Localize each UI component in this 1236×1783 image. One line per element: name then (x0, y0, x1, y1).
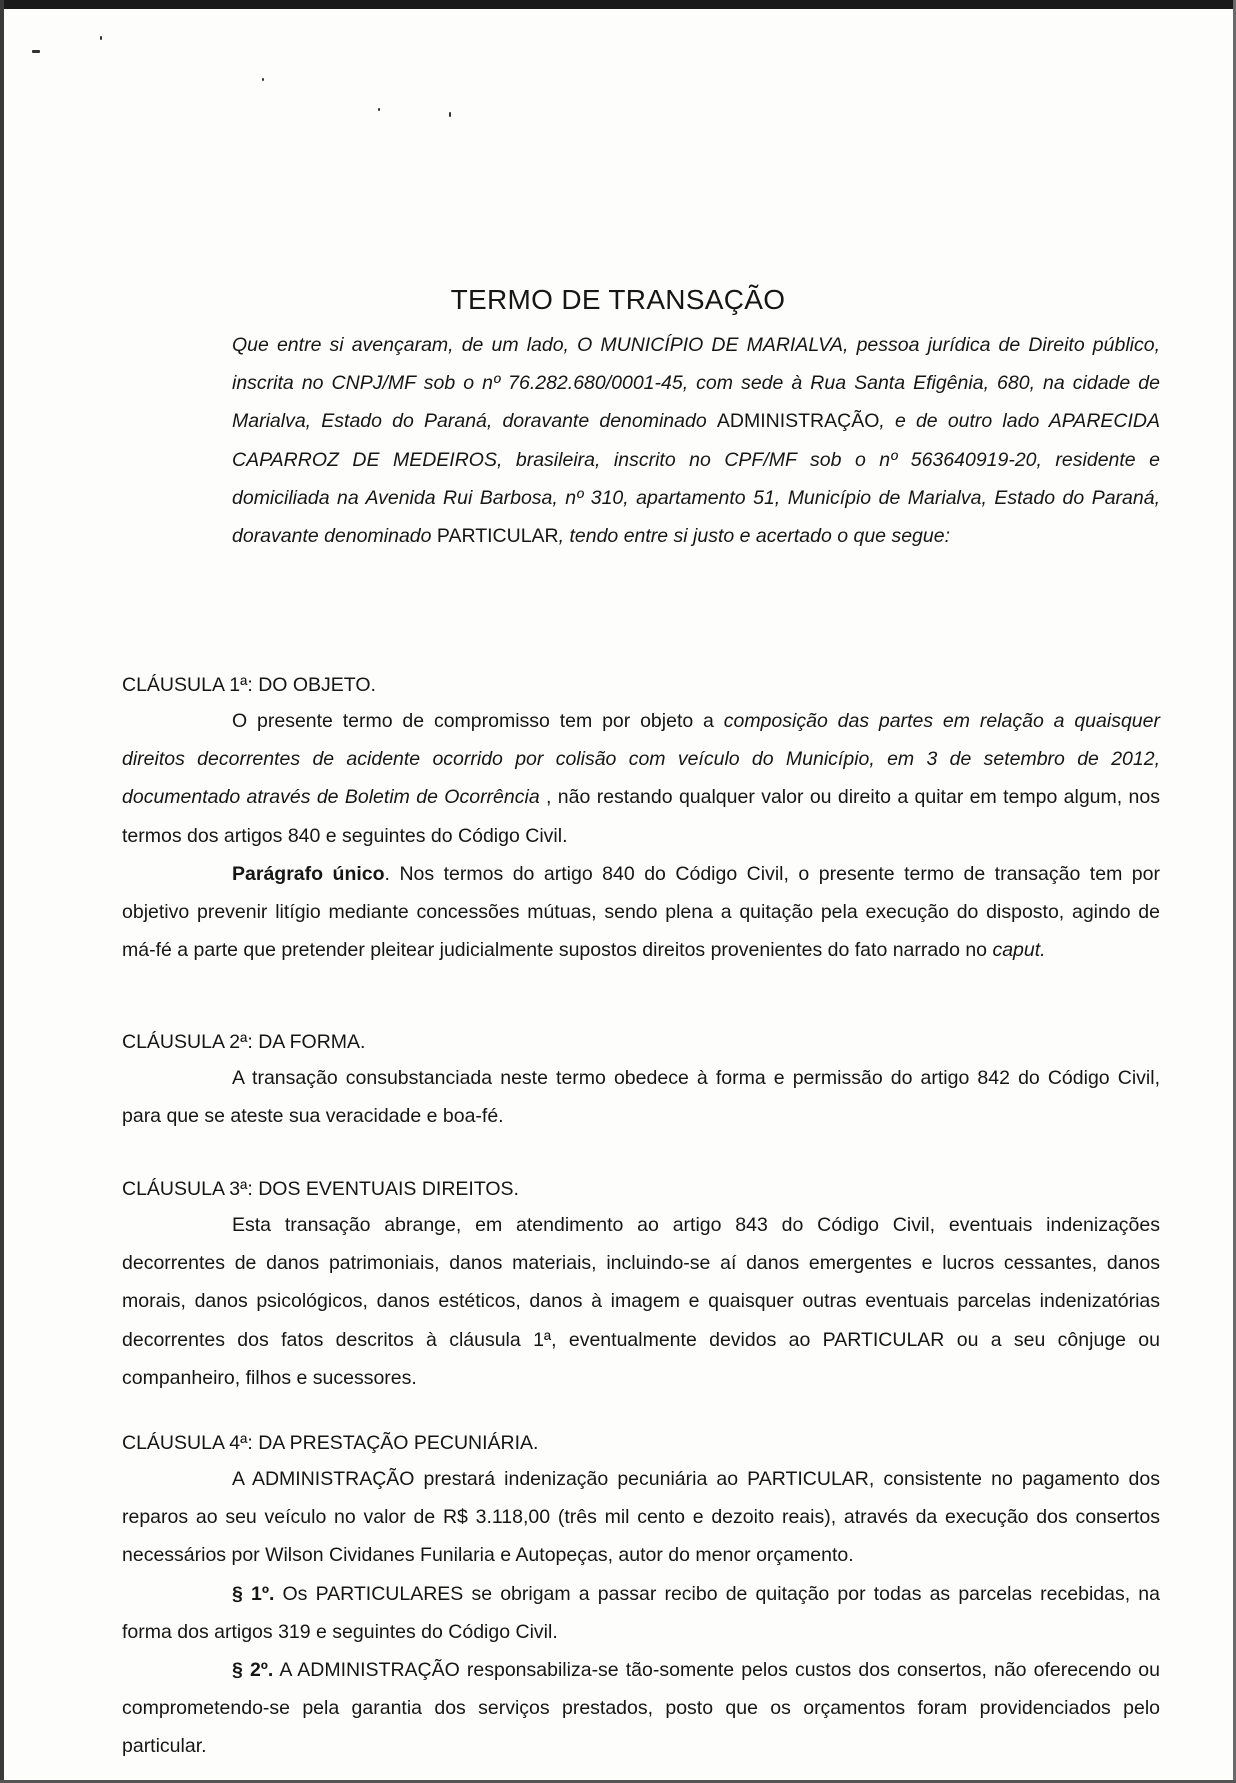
intro-text: ADMINISTRAÇÃO (716, 410, 880, 433)
intro-text: PARTICULAR (436, 525, 559, 548)
scan-speck (378, 108, 380, 111)
scan-border-top (0, 0, 1236, 9)
intro-text: , e de outro lado APARECIDA CAPARROZ DE MEDEIROS, brasileira, inscrito no CPF/MF sob o nº 563640919-20, residente e domiciliada na Avenida Rui Barbosa, nº 310, apartamento 51, Município de Marialva, Estado do Paraná, doravante denominado (232, 410, 1160, 548)
scan-speck (449, 112, 451, 117)
scan-border-left (0, 0, 4, 1783)
clause-2-body (122, 1059, 1160, 1135)
scan-speck (32, 50, 40, 53)
clause-4-section-1 (122, 1575, 1160, 1651)
document-title: TERMO DE TRANSAÇÃO (450, 284, 786, 315)
section-label: § 1º. (232, 1582, 275, 1605)
text: , não restando qualquer valor ou direito a quitar em tempo algum, nos termos dos artigos 840 e seguintes do Código Civil. (122, 786, 1160, 847)
text: Parágrafo único (232, 862, 385, 885)
section-label: § 2º. (232, 1659, 274, 1682)
clause-4-heading: CLÁUSULA 4ª: DA PRESTAÇÃO PECUNIÁRIA. (122, 1432, 539, 1454)
clause-3-body (122, 1206, 1160, 1397)
clause-2-heading: CLÁUSULA 2ª: DA FORMA. (122, 1031, 366, 1053)
intro-text: Que entre si avençaram, de um lado, O MUNICÍPIO DE MARIALVA, pessoa jurídica de Direito público, inscrita no CNPJ/MF sob o nº 76.282.680/0001-45, com sede à Rua Santa Efigênia, 680, na cidade de Marialva, Estado do Paraná, doravante denominado (232, 334, 1160, 433)
clause-3-paragraph: Esta transação abrange, em atendimento ao artigo 843 do Código Civil, eventuais indenizações decorrentes de danos patrimoniais, danos materiais, incluindo-se aí danos emergentes e lucros cessantes, danos morais, danos psicológicos, danos estéticos, danos à imagem e quaisquer outras eventuais parcelas indenizatórias decorrentes dos fatos descritos à cláusula 1ª, eventualmente devidos ao PARTICULAR ou a seu cônjuge ou companheiro, filhos e sucessores. (122, 1214, 1160, 1389)
clause-1-heading: CLÁUSULA 1ª: DO OBJETO. (122, 674, 376, 696)
text: . Nos termos do artigo 840 do Código Civil, o presente termo de transação tem por objetivo prevenir litígio mediante concessões mútuas, sendo plena a quitação pela execução do disposto, agindo de má-fé a parte que pretender pleitear judicialmente supostos direitos provenientes do fato narrado no (122, 862, 1160, 962)
intro-paragraph (232, 326, 1160, 555)
text: composição das partes em relação a quaisquer direitos decorrentes de acidente ocorrido por colisão com veículo do Município, em 3 de setembro de 2012, documentado através de Boletim de Ocorrência (122, 710, 1160, 809)
clause-4-section-2 (122, 1651, 1160, 1766)
text: caput. (992, 939, 1046, 962)
clause-2-paragraph: A transação consubstanciada neste termo obedece à forma e permissão do artigo 842 do Código Civil, para que se ateste sua veracidade e boa-fé. (122, 1067, 1160, 1128)
scan-speck (262, 78, 264, 81)
text: O presente termo de compromisso tem por objeto a (232, 710, 724, 732)
clause-4-paragraph: A ADMINISTRAÇÃO prestará indenização pecuniária ao PARTICULAR, consistente no pagamento dos reparos ao seu veículo no valor de R$ 3.118,00 (três mil cento e dezoito reais), através da execução dos consertos necessários por Wilson Cividanes Funilaria e Autopeças, autor do menor orçamento. (122, 1468, 1160, 1567)
clause-3-heading: CLÁUSULA 3ª: DOS EVENTUAIS DIREITOS. (122, 1178, 519, 1200)
intro-text: , tendo entre si justo e acertado o que segue: (558, 525, 950, 548)
text: Os PARTICULARES se obrigam a passar recibo de quitação por todas as parcelas recebidas, na forma dos artigos 319 e seguintes do Código Civil. (122, 1582, 1160, 1643)
clause-1-sole-paragraph (122, 855, 1160, 970)
clause-1-paragraph (122, 702, 1160, 855)
scan-speck (100, 36, 102, 40)
clause-1-body (122, 702, 1160, 969)
text: A ADMINISTRAÇÃO responsabiliza-se tão-somente pelos custos dos consertos, não oferecendo ou comprometendo-se pela garantia dos serviços prestados, posto que os orçamentos foram providenciados pelo particular. (122, 1659, 1160, 1758)
clause-4-body (122, 1460, 1160, 1766)
